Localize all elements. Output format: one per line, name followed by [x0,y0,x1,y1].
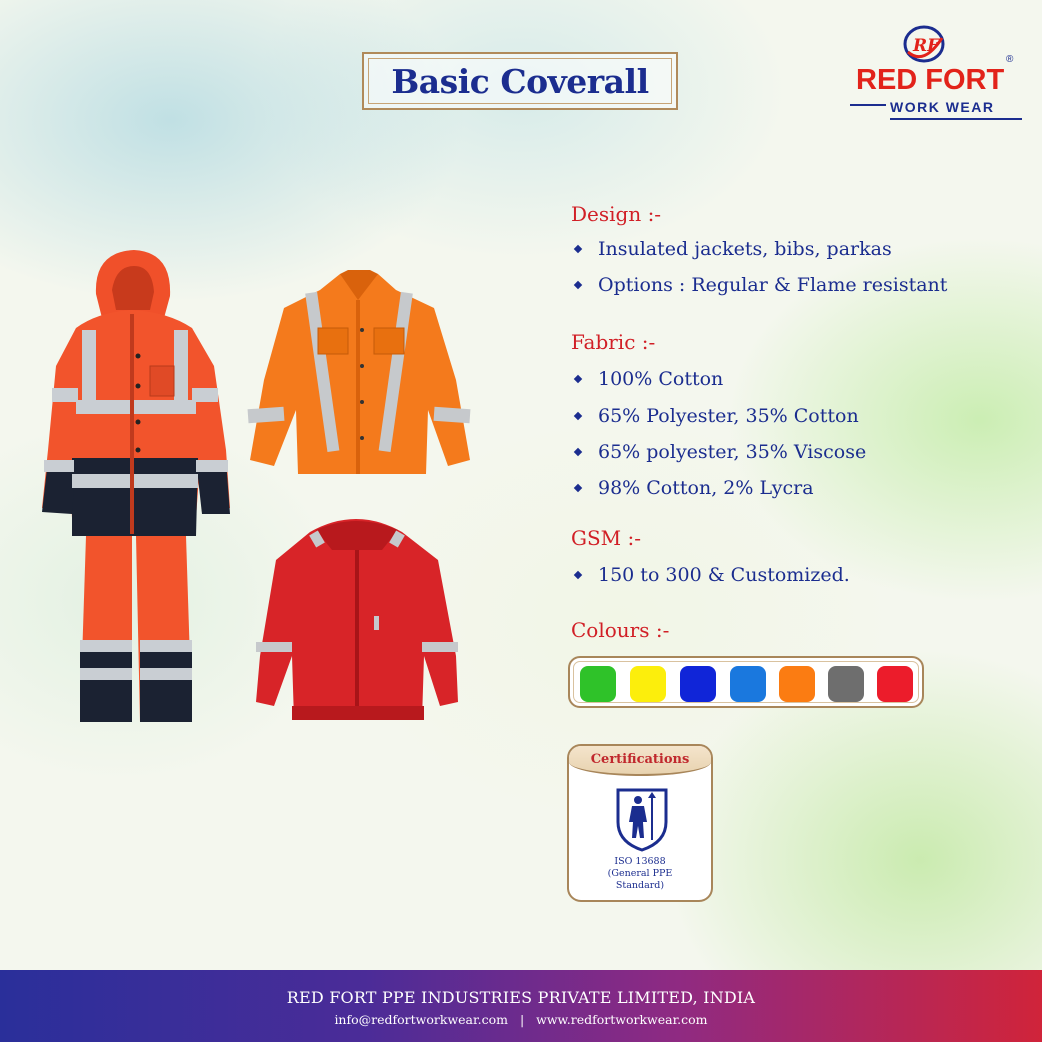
colour-swatch-yellow [630,666,666,702]
fabric-item-text: 98% Cotton, 2% Lycra [598,477,814,499]
hi-vis-rain-suit-image [36,246,236,730]
logo-emblem-icon [902,24,946,64]
colour-swatch-grey [828,666,864,702]
red-work-jacket-image [252,506,462,736]
design-heading: Design :- [571,202,662,226]
colour-swatch-orange [779,666,815,702]
footer-contact-line [0,1012,1042,1027]
footer-bar [0,970,1042,1042]
colour-swatch-royal-blue [680,666,716,702]
footer-company-name: RED FORT PPE INDUSTRIES PRIVATE LIMITED, INDIA [286,988,756,1007]
logo-tagline: WORK WEAR [890,99,995,115]
bullet-icon [574,281,582,289]
gsm-heading: GSM :- [571,526,642,550]
bullet-icon [574,245,582,253]
fabric-item [572,368,723,390]
footer-separator: | [519,1012,525,1027]
colour-swatch-green [580,666,616,702]
logo-underline [890,118,1022,120]
bullet-icon [574,448,582,456]
footer-email-link[interactable]: info@redfortworkwear.com [334,1012,508,1027]
certification-label [569,856,711,892]
colours-heading: Colours :- [571,618,670,642]
footer-website-link[interactable]: www.redfortworkwear.com [536,1012,708,1027]
bullet-icon [574,571,582,579]
bullet-icon [574,412,582,420]
fabric-item [572,477,814,499]
logo-monogram: RF [913,36,940,56]
brand-logo [850,24,1030,114]
logo-registered: ® [1006,54,1014,65]
fabric-item-text: 65% Polyester, 35% Cotton [598,405,859,427]
orange-work-shirt-image [244,270,472,476]
fabric-item-text: 65% polyester, 35% Viscose [598,441,867,463]
design-item-text: Insulated jackets, bibs, parkas [598,238,892,260]
page-title: Basic Coverall [391,62,649,101]
design-item [572,274,947,296]
colour-swatch-sky-blue [730,666,766,702]
design-item-text: Options : Regular & Flame resistant [598,274,948,296]
fabric-item [572,405,859,427]
fabric-heading: Fabric :- [571,330,656,354]
colour-swatch-red [877,666,913,702]
certifications-card [567,744,713,902]
certification-description-line1: (General PPE [607,868,673,879]
gsm-item-text: 150 to 300 & Customized. [598,564,850,586]
bullet-icon [574,484,582,492]
certification-standard: ISO 13688 [614,856,666,867]
fabric-item-text: 100% Cotton [598,368,724,390]
fabric-item [572,441,866,463]
certification-description-line2: Standard) [615,880,665,891]
certifications-heading: Certifications [569,746,711,776]
bullet-icon [574,375,582,383]
title-box [362,52,678,110]
ppe-protective-clothing-shield-icon [614,786,670,852]
gsm-item [572,564,850,586]
design-item [572,238,892,260]
logo-rule [850,104,886,106]
colour-swatch-panel [568,656,924,708]
logo-name: RED FORT [856,64,1005,96]
